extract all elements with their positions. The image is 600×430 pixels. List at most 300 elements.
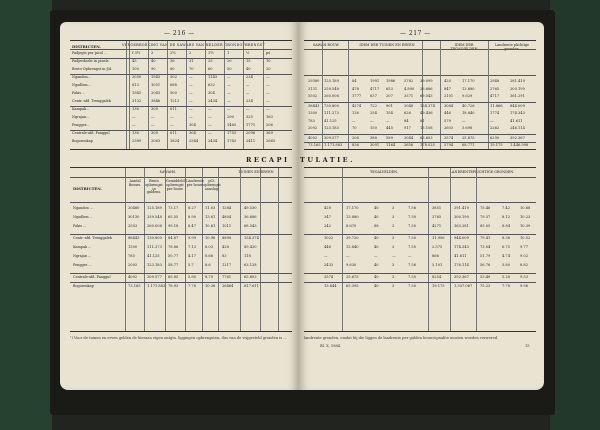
table-cell: 304	[208, 91, 215, 95]
table-cell: 111.273	[147, 245, 162, 249]
table-cell: 84	[404, 118, 409, 123]
district-name: Centrale-afd. Panggul	[73, 275, 111, 279]
table-cell: 30130	[128, 215, 140, 219]
table-cell: 40	[374, 284, 379, 288]
table-cell: 69.543	[420, 94, 433, 98]
table-cell: 309.577	[324, 135, 339, 140]
table-cell: 1164	[386, 143, 396, 147]
table-cell: 7.50	[408, 236, 417, 240]
table-cell: 13.880	[346, 215, 359, 219]
table-cell: 589	[386, 135, 393, 140]
table-cell: 154.374	[420, 103, 435, 108]
table-cell: 163	[266, 115, 273, 119]
table-cell: 2063	[151, 139, 161, 143]
right-footer-right: 15	[525, 344, 530, 348]
table-cell: 41.125	[147, 254, 160, 258]
table-cell: 1.337.067	[454, 284, 473, 288]
table-cell: 174.343	[510, 111, 525, 115]
table-cell: 3765	[432, 215, 442, 219]
right-page	[300, 22, 544, 390]
table-cell: 206	[266, 123, 273, 127]
table-cell: 2656	[404, 143, 414, 147]
table-cell: 369	[266, 131, 273, 135]
table-cell: 8.27	[188, 206, 197, 210]
table-cell: 89.430	[244, 245, 257, 249]
right-bottom-table	[304, 167, 536, 332]
table-cell: 429	[324, 206, 331, 210]
table-cell: 3	[392, 215, 395, 219]
table-cell: —	[392, 254, 396, 258]
table-cell: 39.099	[420, 79, 433, 83]
right-top-table	[304, 40, 536, 150]
table-cell: 84	[352, 79, 357, 83]
table-cell: 40	[246, 67, 251, 71]
row-rule	[70, 234, 292, 235]
table-cell: 2.575	[432, 245, 443, 249]
row-rule	[304, 234, 536, 235]
table-cell: —	[208, 123, 212, 127]
column-rule	[278, 168, 279, 331]
right-footnote: landrente gronden, omdat bij die liggen de landrente per gulden bouw/opnalite mosten woeden verwered.	[304, 336, 499, 340]
table-cell: 260.008	[147, 224, 162, 228]
row-label: Padjerdoeht in pinels	[72, 59, 109, 63]
table-cell: 2434	[208, 99, 218, 103]
table-cell: 60	[208, 67, 213, 71]
table-cell: 5.80	[188, 275, 197, 279]
grade-cell: 2	[189, 51, 192, 55]
table-cell: 7.78	[502, 284, 511, 288]
table-cell: 8.6	[205, 263, 211, 267]
table-cell: 2092	[308, 126, 318, 130]
table-cell: 3846	[151, 99, 161, 103]
table-cell: 308	[151, 107, 158, 111]
table-cell: 81	[420, 118, 425, 123]
table-cell: —	[227, 83, 231, 87]
table-cell: —	[370, 118, 374, 123]
table-cell: 304	[189, 123, 196, 127]
row-rule	[304, 202, 536, 203]
table-cell: 3574	[444, 135, 454, 140]
table-cell: —	[374, 254, 378, 258]
left-top-table-header: DISTRICTEN.	[72, 44, 101, 49]
table-cell: 309.577	[147, 275, 162, 279]
table-cell: 49.436	[420, 111, 433, 115]
table-cell: 2433	[324, 263, 334, 267]
table-cell: 13.61	[205, 215, 216, 219]
grade-cell: p¢	[266, 51, 271, 55]
table-cell: 836	[352, 143, 359, 147]
row-rule	[70, 282, 292, 283]
table-cell: 1217	[222, 263, 232, 267]
table-cell: 7.13	[188, 245, 197, 249]
table-cell: 1945	[132, 91, 142, 95]
district-name: Bogorenkap	[73, 284, 94, 288]
table-cell: 1943	[151, 75, 161, 79]
table-cell: 944.009	[454, 236, 469, 240]
table-cell: 5.7	[188, 263, 194, 267]
table-cell: 3	[392, 275, 395, 279]
table-cell: 45	[132, 59, 137, 63]
table-cell: 446	[444, 111, 451, 115]
table-cell: —	[266, 83, 270, 87]
rb-group-0: TEGALVELDEN.	[370, 170, 398, 174]
table-cell: 392.367	[454, 275, 469, 279]
table-cell: 1284	[222, 206, 232, 210]
table-cell: —	[189, 91, 193, 95]
table-cell: 40	[374, 275, 379, 279]
table-cell: 1051	[151, 83, 161, 87]
table-cell: 7.50	[408, 245, 417, 249]
table-cell: 73.04	[480, 245, 491, 249]
table-cell: 1011	[222, 224, 232, 228]
grade-cell: 2½	[170, 51, 176, 55]
table-cell: 2043	[151, 91, 161, 95]
table-cell: 25	[208, 59, 213, 63]
table-cell: 7.42	[502, 206, 511, 210]
table-cell: 3	[392, 206, 395, 210]
row-rule	[70, 74, 292, 75]
table-cell: 78.86	[168, 245, 179, 249]
right-footer-left: Bl. X, 1884.	[320, 344, 342, 348]
table-cell: 2503	[128, 224, 138, 228]
table-cell: 3	[392, 245, 395, 249]
row-label: Pakis...	[72, 91, 85, 95]
table-cell: 80	[170, 67, 175, 71]
table-cell: —	[170, 123, 174, 127]
table-cell: —	[386, 118, 390, 123]
table-cell: 25.675	[346, 275, 359, 279]
table-cell: 75.23	[480, 284, 491, 288]
table-cell: 234	[246, 99, 253, 103]
table-cell: 73.165	[308, 143, 321, 147]
table-cell: 5794	[444, 143, 454, 147]
district-name: Ngandon ...	[73, 206, 94, 210]
table-cell: 7761	[222, 275, 232, 279]
table-cell: 10.52	[520, 236, 531, 240]
table-cell: 388	[370, 135, 377, 140]
row-rule	[304, 273, 536, 274]
district-name: Ngrajan ...	[73, 254, 92, 258]
table-cell: —	[132, 115, 136, 119]
district-name: Pengger ...	[73, 263, 92, 267]
table-cell: 2050	[132, 75, 142, 79]
table-cell: 8898	[222, 236, 232, 240]
table-cell: 1824	[170, 139, 180, 143]
table-cell: 4092	[128, 275, 138, 279]
table-cell: —	[208, 107, 212, 111]
table-cell: 178.025	[420, 143, 435, 147]
table-cell: 174.343	[454, 245, 469, 249]
table-cell: 281.419	[510, 79, 525, 83]
column-rule	[218, 168, 219, 331]
column-rule	[488, 41, 489, 149]
row-rule	[304, 282, 536, 283]
table-cell: 138	[352, 111, 359, 115]
table-cell: 1.446.998	[510, 143, 529, 147]
grade-cell: 1½	[208, 51, 214, 55]
table-cell: 917	[404, 126, 411, 130]
table-cell: 63.128	[244, 263, 257, 267]
table-cell: 39.720	[346, 236, 359, 240]
table-cell: —	[266, 91, 270, 95]
table-cell: 40	[151, 59, 156, 63]
table-cell: 2434	[208, 139, 218, 143]
rt-head-3: Landrente plichtige gronden.	[495, 43, 529, 51]
table-cell: 73.165	[128, 284, 141, 288]
table-cell: 308	[151, 131, 158, 135]
table-cell: 18.840	[462, 111, 475, 115]
table-cell: —	[208, 131, 212, 135]
table-cell: 5502	[308, 94, 318, 98]
rt-head-0: SAWAH BOUW	[312, 43, 340, 47]
table-cell: 3574	[324, 275, 334, 279]
table-cell: 611	[170, 131, 177, 135]
table-cell: 730.800	[324, 103, 339, 108]
column-rule	[476, 168, 477, 331]
table-cell: 41.611	[510, 118, 523, 123]
table-cell: 1771	[246, 123, 256, 127]
subcol-header: Gemiddeld opbrengst per bouw.	[166, 179, 185, 191]
table-cell: 3131	[308, 86, 318, 91]
table-cell: 632	[208, 83, 215, 87]
table-cell: 70	[189, 67, 194, 71]
table-cell: 13.108	[420, 126, 433, 130]
table-cell: 84.87	[168, 236, 179, 240]
table-cell: 6.75	[502, 245, 511, 249]
row-label: Bogorenkap	[72, 139, 93, 143]
table-cell: 4.17	[188, 254, 197, 258]
table-cell: —	[266, 107, 270, 111]
table-cell: 208	[352, 135, 359, 140]
table-cell: 130.800	[147, 236, 162, 240]
table-cell: 85.05	[480, 224, 491, 228]
table-cell: 78.93	[168, 284, 179, 288]
table-cell: 3	[392, 224, 395, 228]
table-cell: 3	[392, 284, 395, 288]
table-cell: 7.50	[408, 215, 417, 219]
table-cell: 8.79	[205, 275, 214, 279]
table-cell: 1022	[324, 236, 334, 240]
table-cell: 36	[170, 59, 175, 63]
table-cell: —	[189, 99, 193, 103]
row-label: Centr.-afd. Trenggalek	[72, 99, 111, 103]
table-cell: 4271	[432, 224, 442, 228]
table-cell: 7.50	[408, 275, 417, 279]
table-cell: 7.50	[408, 284, 417, 288]
table-cell: 2948	[490, 79, 500, 83]
table-cell: 13.880	[462, 86, 475, 91]
table-cell: 15	[246, 59, 251, 63]
table-cell: 26.686	[420, 86, 433, 91]
row-rule	[304, 49, 536, 50]
table-cell: 2096	[246, 131, 256, 135]
table-cell: 502	[170, 75, 177, 79]
table-cell: —	[227, 107, 231, 111]
table-cell: 8.03	[205, 245, 214, 249]
table-cell: 783	[308, 118, 315, 123]
table-cell: 90	[151, 67, 156, 71]
table-cell: 10.96	[205, 236, 216, 240]
rt-head-1: IDEM DER TUINEN EN ERVEN	[359, 43, 415, 47]
table-cell: 4717	[490, 94, 500, 98]
table-cell: 25.675	[462, 135, 475, 140]
table-cell: —	[208, 115, 212, 119]
table-cell: 478	[352, 86, 359, 91]
left-top-table-subheader: VERGEBROEKING VAN DE SAWAHS VAN HELDER GRONDOPBRENGST	[122, 43, 266, 47]
table-cell: 19.175	[490, 143, 503, 147]
subcol-header: Aantal Bouws.	[128, 179, 142, 187]
row-label: Ngrajan...	[72, 115, 90, 119]
table-cell: 1143	[208, 75, 218, 79]
table-cell: —	[490, 118, 494, 123]
table-cell: 653	[386, 86, 393, 91]
table-cell: 125.189	[324, 79, 339, 83]
table-cell: 65.395	[346, 284, 359, 288]
table-cell: —	[266, 75, 270, 79]
table-cell: 88	[374, 224, 379, 228]
table-cell: 2765	[490, 86, 500, 91]
table-cell: 8254	[432, 275, 442, 279]
table-cell: 13.844	[324, 284, 337, 288]
table-cell: 29380	[308, 79, 320, 83]
table-cell: 1986	[386, 79, 396, 83]
row-rule	[70, 273, 292, 274]
table-cell: 7.50	[408, 224, 417, 228]
table-cell: 1.171.883	[324, 143, 343, 147]
table-cell: 4717	[370, 86, 380, 91]
right-page-number: — 217 —	[400, 30, 431, 37]
table-cell: 626	[404, 111, 411, 115]
table-cell: 38443	[308, 103, 320, 108]
table-cell: 8.36	[502, 236, 511, 240]
table-cell: 176.114	[454, 263, 469, 267]
table-cell: 17.170	[346, 206, 359, 210]
table-cell: 2101	[444, 94, 454, 98]
table-cell: 8.90	[188, 215, 197, 219]
table-cell: 7.78	[188, 284, 197, 288]
table-cell: 234	[246, 75, 253, 79]
table-cell: 844.009	[510, 103, 525, 108]
table-cell: 8.670	[346, 224, 357, 228]
district-name: Centr.-afd. Trenggalek	[73, 236, 112, 240]
column-rule	[202, 168, 203, 331]
table-cell: 617.611	[244, 284, 259, 288]
subcol-header: Bruto opbrengst in guldens.	[145, 179, 163, 195]
table-cell: 8.84	[502, 224, 511, 228]
grade-cell: 1	[227, 51, 230, 55]
table-cell: 7.56	[408, 206, 417, 210]
table-cell: 5.101	[432, 263, 443, 267]
table-cell: 136	[132, 131, 139, 135]
left-page	[60, 22, 297, 390]
table-cell: 1465	[227, 123, 237, 127]
table-cell: 813	[132, 83, 139, 87]
table-cell: 445	[386, 126, 393, 130]
table-cell: 50.77	[168, 254, 179, 258]
table-cell: 20	[266, 67, 271, 71]
left-bottom-table-first-col: DISTRICTEN.	[73, 186, 102, 191]
table-cell: 73.17	[168, 206, 179, 210]
table-cell: 207	[386, 94, 393, 98]
table-cell: —	[227, 99, 231, 103]
district-name: Ngadlem ...	[73, 215, 93, 219]
right-margin	[550, 0, 600, 430]
district-name: Kampak ...	[73, 245, 92, 249]
table-cell: 20480	[128, 206, 140, 210]
table-cell: 200.199	[510, 86, 525, 91]
table-cell: 9.96	[520, 284, 529, 288]
table-cell: 136	[132, 107, 139, 111]
table-cell: 10.39	[520, 224, 531, 228]
table-cell: 363.281	[454, 224, 469, 228]
table-cell: —	[324, 254, 328, 258]
table-cell: 2092	[128, 263, 138, 267]
table-cell: 5.28	[502, 275, 511, 279]
table-cell: 4.74	[502, 254, 511, 258]
table-cell: 10.61	[205, 224, 216, 228]
left-top-table	[70, 40, 292, 150]
table-cell: 347	[324, 215, 331, 219]
table-cell: 83	[222, 254, 227, 258]
row-label: Ngadlem...	[72, 83, 91, 87]
table-cell: —	[189, 107, 193, 111]
table-cell: 4.890	[404, 86, 415, 91]
table-cell: 5.80	[502, 263, 511, 267]
row-rule	[70, 177, 292, 178]
table-cell: 325	[246, 115, 253, 119]
table-cell: 392.367	[510, 135, 525, 140]
table-cell: 2262	[490, 126, 500, 130]
column-rule	[440, 41, 441, 149]
row-label: Ngandon...	[72, 75, 91, 79]
table-cell: 3091	[370, 143, 380, 147]
rt-head-2: IDEM DER TEGALVELDEN	[450, 43, 478, 51]
grade-cell: ½	[246, 51, 250, 55]
table-cell: 9.629	[462, 94, 473, 98]
table-cell: 2048	[404, 103, 414, 108]
table-cell: —	[246, 107, 250, 111]
table-cell: 9.02	[520, 254, 529, 258]
table-cell: 40	[374, 245, 379, 249]
table-cell: 9.99	[188, 236, 197, 240]
table-cell: 26464	[222, 284, 234, 288]
table-cell: 123.183	[147, 263, 162, 267]
table-cell: 50	[227, 67, 232, 71]
table-cell: 901	[386, 103, 393, 108]
table-cell: 722	[370, 103, 377, 108]
row-label: Kampak...	[72, 107, 90, 111]
table-cell: 300.190	[454, 215, 469, 219]
table-cell: 866	[432, 254, 439, 258]
table-cell: 4274	[352, 103, 362, 108]
row-rule	[70, 106, 292, 107]
table-cell: 1213	[170, 99, 180, 103]
table-cell: 40	[374, 215, 379, 219]
table-cell: 4804	[222, 215, 232, 219]
table-cell: 53.49	[480, 275, 491, 279]
table-cell: 361.291	[510, 94, 525, 98]
table-cell: —	[227, 91, 231, 95]
table-cell: 154	[386, 111, 393, 115]
tulatie-title: TULATIE.	[300, 156, 355, 164]
table-cell: 41.125	[324, 118, 337, 123]
row-rule	[70, 49, 292, 50]
table-cell: 304	[189, 131, 196, 135]
table-cell: 40	[374, 206, 379, 210]
table-cell: 254	[370, 111, 377, 115]
column-rule	[240, 168, 241, 331]
recapi-title: RECAPI	[246, 156, 290, 164]
